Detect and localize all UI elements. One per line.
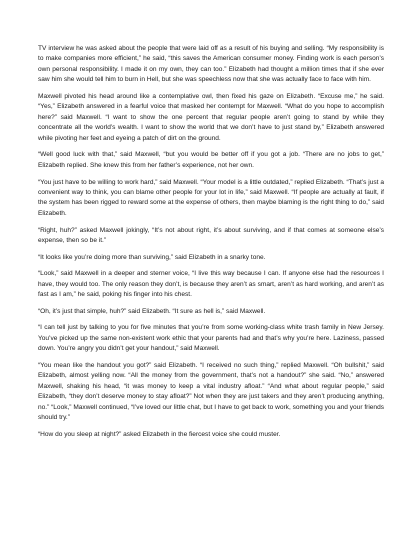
paragraph-1: TV interview he was asked about the people that were laid off as a result of his buying and selling. “My responsibility is to make companies more efficient,” he said, “this saves the American consumer money. Finding work is each person’s own personal responsibility. I made it on my own, they can too.” Elizabeth had thought a million times that if she ever saw him she would tell him to burn in Hell, but she was speechless now that she was actually face to face with him. <box>38 45 384 84</box>
document-body <box>38 44 384 447</box>
paragraph-5: “Right, huh?” asked Maxwell jokingly, “It’s not about right, it’s about surviving, and if that comes at someone else’s expense, then so be it.” <box>38 226 384 244</box>
paragraph-9: “I can tell just by talking to you for five minutes that you’re from some working-class white trash family in New Jersey. You’ve picked up the same non-existent work ethic that your parents had and that’s why you’re here. Laziness, passed down. You’re angry you didn’t get your handout,” said Maxwell. <box>38 324 384 353</box>
paragraph-8: “Oh, it’s just that simple, huh?” said Elizabeth. “It sure as hell is,” said Maxwell. <box>38 307 266 315</box>
paragraph-11: “How do you sleep at night?” asked Elizabeth in the fiercest voice she could muster. <box>38 430 281 438</box>
paragraph-10: “You mean like the handout you got?” said Elizabeth. “I received no such thing,” replied Maxwell. “Oh bullshit,” said Elizabeth, almost yelling now. “All the money from the government, that’s not a handout?” she said. “No,” answered Maxwell, shaking his head, “it was money to keep a vital industry afloat.” “And what about regular people,” said Elizabeth, “they don’t deserve money to stay afloat?” Not when they are just takers and they aren’t producing anything, no.” “Look,” Maxwell continued, “I’ve loved our little chat, but I have to get back to work, something you and your friends should try.” <box>38 362 384 422</box>
paragraph-6: “It looks like you’re doing more than surviving,” said Elizabeth in a snarky tone. <box>38 253 266 261</box>
paragraph-2: Maxwell pivoted his head around like a contemplative owl, then fixed his gaze on Elizabeth. “Excuse me,” he said. “Yes,” Elizabeth answered in a fearful voice that masked her contempt for Maxwell. “What do you hope to accomplish here?” said Maxwell. “I want to show the one percent that regular people aren’t going to stand by while they concentrate all the world’s wealth. I want to show the world that we don’t have to just stand by,” Elizabeth answered while pivoting her feet and eyeing a patch of dirt on the ground. <box>38 93 384 142</box>
paragraph-7: “Look,” said Maxwell in a deeper and sterner voice, “I live this way because I can. If anyone else had the resources I have, they would too. The only reason they don’t, is because they aren’t as smart, aren’t as hard working, and aren’t as fast as I am,” he said, poking his finger into his chest. <box>38 270 384 299</box>
paragraph-4: “You just have to be willing to work hard,” said Maxwell. “Your model is a little outdated,” replied Elizabeth. “That’s just a convenient way to think, you can blame other people for your lot in life,” said Maxwell. “If people are actually at fault, if the system has been rigged to reward some at the expense of others, then maybe blaming is the right thing to do,” said Elizabeth. <box>38 178 384 217</box>
paragraph-3: “Well good luck with that,” said Maxwell, “but you would be better off if you got a job. “There are no jobs to get,” Elizabeth replied. She knew this from her father’s experience, not her own. <box>38 151 384 169</box>
